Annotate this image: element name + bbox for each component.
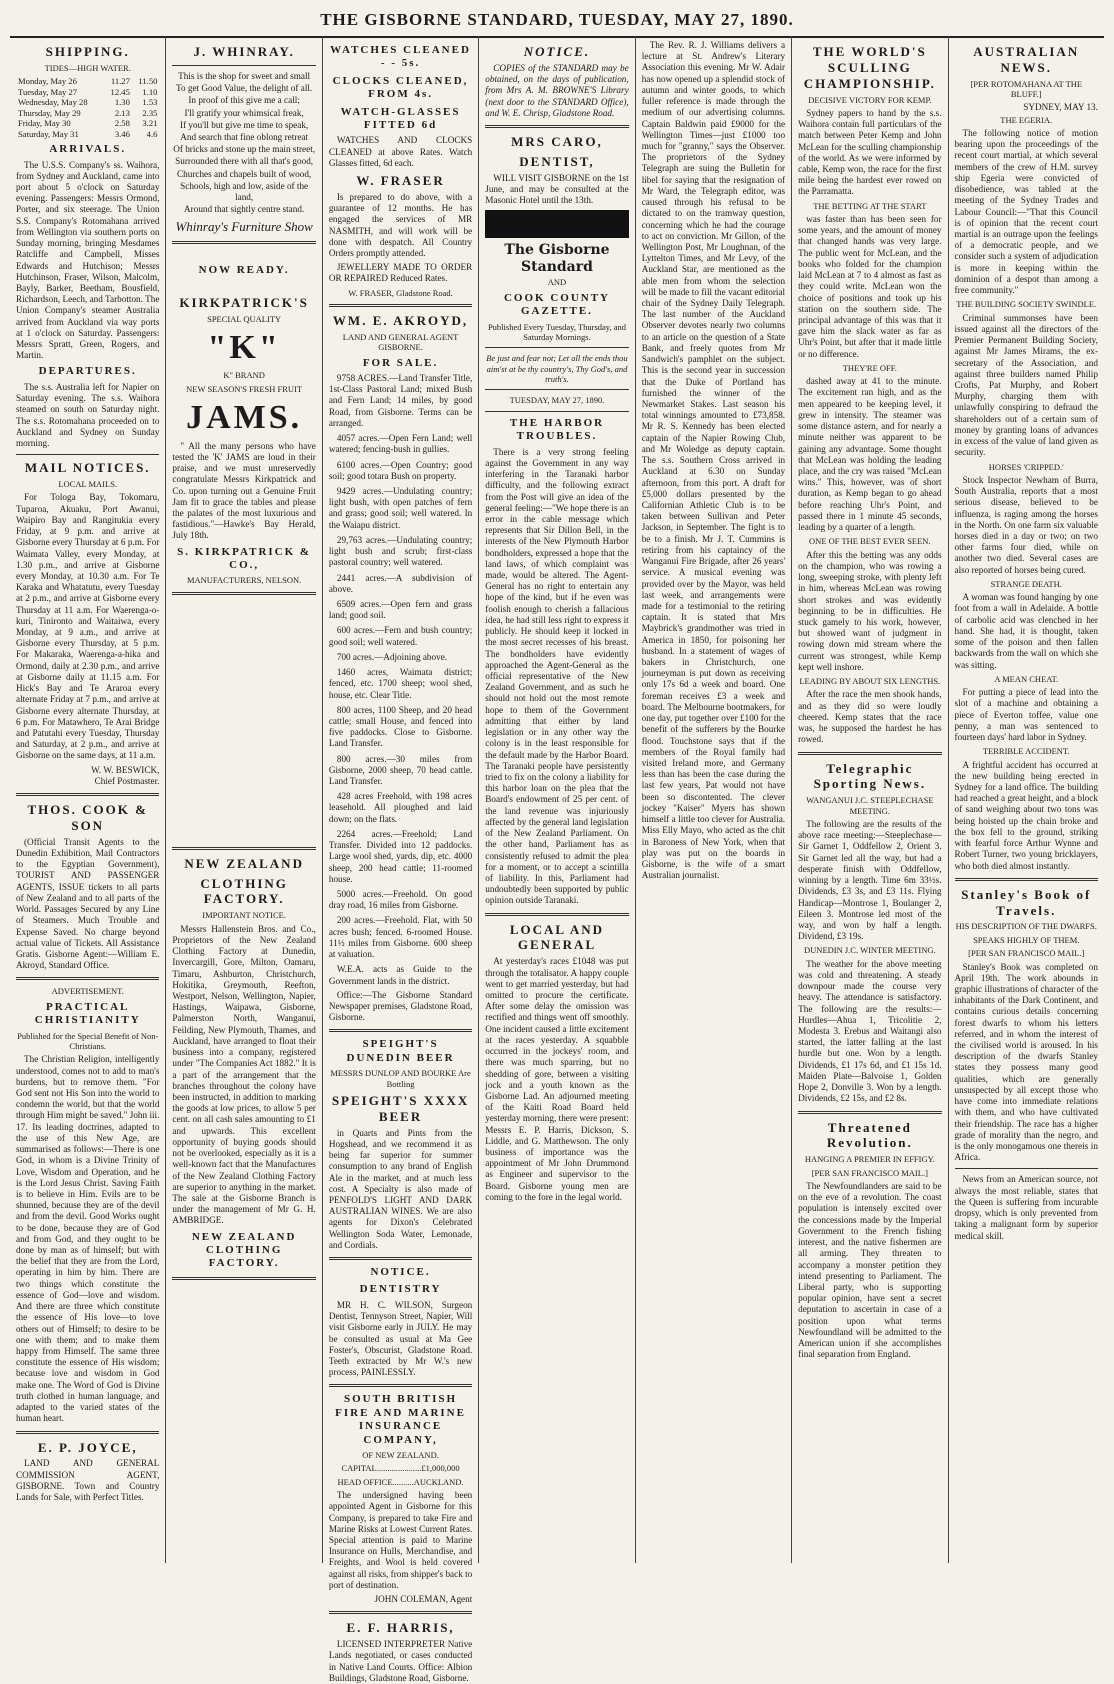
kirk-co: S. KIRKPATRICK & CO., xyxy=(177,545,312,571)
column-2 xyxy=(166,36,322,1563)
arrivals-title: ARRIVALS. xyxy=(49,143,127,156)
dentist-text: MR H. C. WILSON, Surgeon Dentist, Tennyson Street, Napier, Will visit Gisborne early in JULY. He may be consulted as usual at Ma Gee Foster's, Obscurist, Gladstone Road. Teeth extracted by Mr W.'s new process, PAINLESSLY. xyxy=(328,1299,473,1378)
tide-row xyxy=(16,97,159,107)
lead-head: LEADING BY ABOUT SIX LENGTHS. xyxy=(799,676,941,687)
caro-dentist: DENTIST, xyxy=(519,153,595,169)
caro-text: WILL VISIT GISBORNE on the 1st June, and may be consulted at the Masonic Hotel until the 13th. xyxy=(485,172,629,206)
watches-text: WATCHES AND CLOCKS CLEANED at above Rates. Watch Glasses fitted, 6d each. xyxy=(328,135,473,168)
practical-sub: Published for the Special Benefit of Non-Christians. xyxy=(17,1030,159,1051)
poem-line: In proof of this give me a call; xyxy=(188,95,300,106)
tide-am: 2.13 xyxy=(114,107,130,118)
poem-line: I'll gratify your whimsical freak, xyxy=(184,107,304,118)
kirk-text: " All the many persons who have tested the 'K' JAMS are loud in their praise, and we must unreservedly congratulate Messrs Kirkpatrick and Co. upon turning out a Genuine Fruit Jam fit to grace the tables and please the palates of the most luxurious and fastidious."—Hawke's Bay Herald, July 18th. xyxy=(172,440,316,541)
horses-text: Stock Inspector Newham of Burra, South Australia, reports that a most serious disease, believed to be influenza, is raging among the horses in the North. On one farm six valuable horses died in a day or two; on two other farms four died, while on another two died. Several cases are also reported of horses being cured. xyxy=(954,474,1098,575)
off-text: dashed away at 41 to the minute. The excitement ran high, and as the men appeared to be keeping level, it grew in intensity. The steamer was some distance astern, and for nearly a minute neither was apparent to be gaining any advantage. Some thought that McLean was holding the leading place, and the cry was raised "McLean wins." This, however, was of short duration, as Kemp began to go ahead before reaching Uhr's Point, and passed there in 1 minute 45 seconds, leading by a quarter of a length. xyxy=(798,376,942,533)
arrivals-text: The U.S.S. Company's ss. Waihora, from Sydney and Auckland, came into port about 5 o'clock on Saturday evening. Passengers: Messrs Ormond, Porter, and six steerage. The Union S.S. Company's Rotomahana arrived from Wellington via southern ports on Sunday morning, bringing Mesdames Ratcliffe and Campbell, Misses Edwards and Hutchison; Messrs Hutchinson, Fraser, Wilson, Malcolm, Bayly, Barker, Beetham, Bousfield, Richardson, Leech, and Tarbotton. The Union Company's steamer Australia arrived from Auckland via way ports at 1 o'clock on Saturday. Passengers: Messrs Spratt, Green, Rogers, and Martin. xyxy=(16,159,160,361)
speight-text: in Quarts and Pints from the Hogshead, and we recommend it as being far superior for summer consumption to any brand of English Ale in the market, and at much less cost. A Specialty is also made of PENFOLD'S LIGHT AND DARK AUSTRALIAN WINES. We are also agents for Dixon's Celebrated Wellington Soda Water, Lemonade, and Cordials. xyxy=(328,1127,473,1250)
threat-title: Threatened Revolution. xyxy=(826,1119,913,1151)
tide-row xyxy=(16,76,159,86)
speight-title: SPEIGHT'S DUNEDIN BEER xyxy=(346,1038,455,1064)
world-title: THE WORLD'S SCULLING CHAMPIONSHIP. xyxy=(803,44,936,91)
akroyd-title: WM. E. AKROYD, xyxy=(332,313,469,329)
departures-text: The s.s. Australia left for Napier on Saturday evening. The s.s. Waihora steamed on south on Saturday night. The s.s. Rotomahana proceeded on to Auckland and Sydney on Sunday morning. xyxy=(16,381,160,448)
paper-sub: COOK COUNTY GAZETTE. xyxy=(503,291,610,318)
aus-date: SYDNEY, MAY 13. xyxy=(1023,102,1098,113)
kirk-title: KIRKPATRICK'S xyxy=(179,294,309,310)
tide-row xyxy=(16,87,159,97)
land-lot: 600 acres.—Fern and bush country; good soil; well watered. xyxy=(328,625,473,647)
akroyd-sub: LAND AND GENERAL AGENT GISBORNE. xyxy=(342,331,459,353)
sbi-sign: JOHN COLEMAN, Agent xyxy=(374,1594,473,1605)
notice-title: NOTICE. xyxy=(370,1266,431,1279)
world-sub: DECISIVE VICTORY FOR KEMP. xyxy=(808,94,932,105)
paper-pub: Published Every Tuesday, Thursday, and Saturday Mornings. xyxy=(487,321,626,343)
paper-and: AND xyxy=(547,277,567,288)
practical-text: The Christian Religion, intelligently understood, comes not to add to man's burdens, but to remove them. "For God sent not His Son into the world to condemn the world, but that the world through Him might be saved." John iii. 17. Its leading doctrines, adapted to the use of this New Age, are summarised as follows:—There is one God, in whom is a Divine Trinity of Love, Wisdom and Operation, and he is the Lord Jesus Christ. Saving Faith is to believe in Him. Evils are to be shunned, because they are of the devil and from the devil. Good Works ought to be done, because they are of God and from God, and they ought to be done by man as of himself; but with the belief that they are from the Lord, operating in him by him. There are two things which constitute the essence of God—love and wisdom. And there are three which constitute the essence of His love—to love others out of Himself; to desire to be one with them; and to make them happy from Himself. The same three constitute the essence of His wisdom; because love and wisdom in God make one. The Word of God is Divine truth clothed in human language, and adapted to the varied states of the human heart. xyxy=(16,1054,160,1424)
stanley-title: Stanley's Book of Travels. xyxy=(961,886,1092,918)
fraser-jewel: JEWELLERY MADE TO ORDER OR REPAIRED Reduced Rates. xyxy=(328,262,473,284)
bs-text: Criminal summonses have been issued against all the directors of the Premier Permanent Building Society, against Mr James Mirams, the ex-secretary of the Association, and against three builders named Philip Crofts, Pat Murphy, and Robert Murphy, charging them with unlawfully conspiring to defraud the shareholders out of a certain sum of money by granting loans of advances in excess of the value of land given as security. xyxy=(954,312,1098,458)
dun-text: The weather for the above meeting was cold and threatening. A steady downpour made the course very heavy. The attendance is satisfactory. The following are the results:—Hurdles—Ahua 1, Tricolitie 2, Modesta 3. Erebus and Waitangi also started, the latter falling at the last hurdle but one. Won by a length. Dividends, £1 17s 6d, and £1 15s 1d. Maiden Plate—Balvoise 1, Golden Hope 2, Donville 3. Won by a length. Dividends, £2 15s, and £2 8s. xyxy=(798,958,942,1104)
fraser-text: Is prepared to do above, with a guarantee of 12 months. He has engaged the services of MR NASMITH, and will work will be done with despatch. All Country Orders promptly attended. xyxy=(328,191,473,259)
land-lot: 5000 acres.—Freehold. On good dray road, 16 miles from Gisborne. xyxy=(328,889,473,911)
stanley-sub2: SPEAKS HIGHLY OF THEM. xyxy=(973,934,1080,945)
bs-head: THE BUILDING SOCIETY SWINDLE. xyxy=(956,299,1097,310)
k-brand: K" BRAND xyxy=(223,370,265,381)
stanley-text: Stanley's Book was completed on April 19th. The work abounds in graphic illustrations of character of the inhabitants of the Dark Continent, and contains curious details concerning forest dwarfs to whom his letters referred, and in whom the interest of the civilised world is aroused. In his description of the dwarfs Stanley states they possess many good qualities, which are generally unsuspected by all except those who have come into immediate relations with them, and who have cultivated their friendship. The race has a higher grade of morality than the negro, and is the only monogamous one thereis in Africa. xyxy=(954,961,1098,1163)
egeria-head: THE EGERIA. xyxy=(1000,114,1053,125)
tide-am: 3.46 xyxy=(114,128,130,139)
now-ready: NOW READY. xyxy=(198,264,290,277)
practical-title: PRACTICAL CHRISTIANITY xyxy=(34,1000,141,1027)
departures-title: DEPARTURES. xyxy=(38,365,137,378)
poem-line: If you'll but give me time to speak, xyxy=(180,119,309,130)
sbi-capital: CAPITAL.....................£1,000,000 xyxy=(341,1463,460,1474)
tide-pm: 4.6 xyxy=(146,128,158,139)
wea-office: Office:—The Gisborne Standard Newspaper premises, Gladstone Road, Gisborne. xyxy=(328,989,473,1023)
harbor-text: There is a very strong feeling against the Government in any way interfering in the Taranaki harbor difficulty, and the following extract from the Post will give an idea of the general feeling:—"We hope there is an error in the cable message which represents that Sir Dillon Bell, in the interests of the New Plymouth Harbor bondholders, expressed a hope that the land laws, of which complaint was made, would be altered. The Agent-General has no right to entertain any hope of the kind, but if he even was foolish enough to cherish a fallacious idea, he had still less right to express it publicly. He should keep it locked in the most secret recesses of his breast. The bondholders have evidently approached the Agent-General as the official representative of the New Zealand Government, and as such he should not hold out the most remote hope to them of the Government admitting that either by land legislation or in any other way the colony is in the least responsible for the default made by the Harbor Board. The Taranaki people have persistently tried to fix on the colony a liability for this harbor loan on the plea that the Board's endowment of 25 per cent. of the land revenue was injuriously affected by the general land legislation of the New Zealand Parliament. On the other hand, Parliament has as consistently refused to admit the plea for a moment, or to accept a scintilla of liability. In this, Parliament had undoubtedly been supported by public opinion outside Taranaki. xyxy=(485,446,629,906)
harbor-title: THE HARBOR TROUBLES. xyxy=(509,416,605,443)
land-lot: 9429 acres.—Undulating country; light bush, with open patches of fern and grass; good soil; well watered. In the Waiapu district. xyxy=(328,486,473,530)
nz-title2: CLOTHING FACTORY. xyxy=(200,875,288,907)
kirk-sub: SPECIAL QUALITY xyxy=(207,313,282,324)
tide-am: 1.30 xyxy=(114,97,130,108)
poem-line: Churches and chapels built of wood, xyxy=(177,168,312,179)
land-lot: 4057 acres.—Open Fern Land; well watered; fencing-bush in gullies. xyxy=(328,433,473,455)
column-5 xyxy=(636,36,792,1563)
col5-text: The Rev. R. J. Williams delivers a lecture at St. Andrew's Literary Association this evening. Mr W. Adair has now opened up a splendid stock of autumn and winter goods, to which fuller reference is made through the medium of our advertising columns. Captain Baldwin paid £9000 for the Wellington Times—just £1000 too much for "granny," says the Observer. The proprietors of the Sydney Telegraph are suing the Bulletin for libel for saying that the resignation of Mr Ward, the Telegraph editor, was caused through his refusal to be dictated to on the tramway question, concerning which he had the courage to act on conviction. Mr Gillon, of the Wellington Post, Mr Loughnan, of the Lyttelton Times, and Mr Levy, of the Auckland Star, are mentioned as the able men from whom the selection will be made to fill the vacant editorial chair of the Sydney Daily Telegraph. The last number of the Auckland Observer devotes nearly two columns to an article on the question of a State Bank, and freely quotes from Mr Sandwich's pamphlet on the subject. This is the second year in succession that the Duke of Portland has furnished the winner of the Newmarket Stakes. Last season his total winnings amounted to £73,858. Mr R. S. Kennedy has been elected captain of the Napier Rowing Club, and Mr Woledge as deputy captain. The s.s. Southern Cross arrived in Auckland at 6.30 on Sunday afternoon, from this port. A draft for £5,000 dollars presented by the Californian Athletic Club is to be taken between Sullivan and Peter Jackson, in September. The fight is to be to a finish. Mr J. T. Cummins is retiring from his captaincy of the Wanganui Fire Brigade, after 26 years' service. A musical evening was provided over by the Mayor, was held last week, and arrangements were made for a testimonial to the retiring captain. It is stated that Mrs Maybrick's grandmother was tried in America in 1850, for poisoning her husband. In a statement of wages of bakers in Christchurch, one journeyman is put down as receiving only 17s 6d a week and board. One foreman receives £3 a week and board. The Melbourne bootmakers, for one day, put together over £100 for the benefit of the sufferers by the Bourke flood. Touchstone says that if the members of the Royal family had visited Ireland more, and Germany less than has been the case during the last few years, Pat would not have been so discontented. The clever jockey "Kaiser" Myers has shown himself a little too clever for Australia. Miss Elly Mayo, who acted as the chit in Baroness of New York, when that play was put on the boards in Gisborne, is the wife of a smart Australian journalist. xyxy=(641,40,786,881)
tide-pm: 11.50 xyxy=(138,76,158,87)
k-big: "K" xyxy=(207,328,281,366)
lead-text: After the race the men shook hands, and as they did so were loudly cheered. Kemp states that the race was, he supposed the hardest he has rowed. xyxy=(798,689,942,745)
date-line: TUESDAY, MAY 27, 1890. xyxy=(509,395,605,406)
land-lot: 2441 acres.—A subdivision of above. xyxy=(328,572,473,594)
sbi-sub: OF NEW ZEALAND. xyxy=(362,1450,439,1461)
tide-day: Saturday, May 31 xyxy=(18,128,79,139)
dun-title: DUNEDIN J.C. WINTER MEETING. xyxy=(804,945,936,956)
season: NEW SEASON'S FRESH FRUIT xyxy=(186,383,303,394)
joyce-text: LAND AND GENERAL COMMISSION AGENT, GISBORNE. Town and Country Lands for Sale, with Perfect Titles. xyxy=(16,1458,160,1503)
local-title: LOCAL AND GENERAL xyxy=(509,921,605,953)
best-head: ONE OF THE BEST EVER SEEN. xyxy=(809,536,931,547)
mail-title: MAIL NOTICES. xyxy=(24,460,151,476)
cook-text: (Official Transit Agents to the Dunedin Exhibition, Mail Contractors to the Egyptian Government), TOURIST AND PASSENGER AGENTS, ISSUE tickets to all parts of New Zealand and to all parts of the World. Passages Secured by any Line of Steamers. Much Trouble and Expense Saved. No charge beyond actual value of Tickets. All Assistance Gratis. Gisborne Agent:—William E. Akroyd, Standard Office. xyxy=(16,836,160,971)
column-4 xyxy=(479,36,635,1563)
tide-day: Friday, May 30 xyxy=(18,118,71,129)
sbi-text: The undersigned having been appointed Agent in Gisborne for this Company, is prepared to take Fire and Marine Risks at Lowest Current Rates. Special attention is paid to Marine Insurance on Hulls, Merchandise, and Freights, and Wool is held covered against all risks, from shipper's back to port of destination. xyxy=(328,1490,473,1590)
jams: JAMS. xyxy=(186,399,303,437)
strange-text: A woman was found hanging by one foot from a wall in Adelaide. A bottle of carbolic acid was clenched in her hand. She had, it is thought, taken some of the poison and then fallen backwards from the wall on which she was sitting. xyxy=(954,592,1098,670)
column-1 xyxy=(10,36,166,1563)
land-lot: 6100 acres.—Open Country; good soil; good totara Bush on property. xyxy=(328,459,473,481)
watches-line1: WATCHES CLEANED - - 5s. xyxy=(330,44,471,70)
land-lot: 29,763 acres.—Undulating country; light bush and scrub; first-class pastoral country; well watered. xyxy=(328,534,473,568)
land-lot: 700 acres.—Adjoining above. xyxy=(336,651,448,662)
wang-title: WANGANUI J.C. STEEPLECHASE MEETING. xyxy=(806,795,934,816)
aus-src: [PER ROTOMAHANA AT THE BLUFF.] xyxy=(970,78,1083,100)
horses-head: HORSES 'CRIPPED.' xyxy=(988,461,1064,472)
poem-line: Of bricks and stone up the main street, xyxy=(173,144,316,155)
poem-line: Schools, high and low, aside of the land, xyxy=(180,180,309,203)
land-lot: 9758 ACRES.—Land Transfer Title, 1st-Class Pastoral Land; mixed Bush and Fern Land; 14 miles, by good Road, from Gisborne. Terms can be arranged. xyxy=(328,373,473,428)
whinray-title: J. WHINRAY. xyxy=(193,44,295,59)
threat-sub: HANGING A PREMIER IN EFFIGY. xyxy=(804,1154,935,1165)
whinray-poem xyxy=(172,71,315,216)
tide-am: 11.27 xyxy=(110,76,130,87)
notice-title-4: NOTICE. xyxy=(523,44,591,59)
shipping-title: SHIPPING. xyxy=(45,44,130,59)
land-lot: 800 acres, 1100 Sheep, and 20 head cattle; small House, and fenced into five paddocks. Close to Gisborne. Land Transfer. xyxy=(328,704,473,749)
tide-day: Monday, May 26 xyxy=(18,76,77,87)
land-lot: 2264 acres.—Freehold; Land Transfer. Divided into 12 paddocks. Large wool shed, yards, dip, etc. 4000 sheep, 200 head cattle; 11-roomed house. xyxy=(328,828,473,884)
tide-pm: 3.21 xyxy=(142,118,158,129)
harris-title: E. F. HARRIS, xyxy=(346,1620,455,1636)
land-lot: 1460 acres, Waimata district; fenced, etc. 1700 sheep; wool shed, house, etc. Clear Title. xyxy=(328,667,473,700)
stanley-src: [PER SAN FRANCISCO MAIL.] xyxy=(968,948,1085,959)
tide-pm: 1.10 xyxy=(142,86,158,97)
wea-note: W.E.A. acts as Guide to the Government lands in the district. xyxy=(328,964,473,986)
speight-sub: MESSRS DUNLOP AND BOURKE Are Bottling xyxy=(330,1068,471,1089)
paper-name: The Gisborne Standard xyxy=(504,242,610,276)
tide-am: 12.45 xyxy=(110,86,130,97)
watches-line2: CLOCKS CLEANED, FROM 4s. xyxy=(332,74,469,101)
dentistry-title: DENTISTRY xyxy=(359,1283,442,1296)
world-text: Sydney papers to hand by the s.s. Waihora contain full particulars of the match between Peter Kemp and John McLean for the sculling championship of the world. As we were informed by cable, Kemp won, the race for the first mile being the hardest ever rowed on the Parramatta. xyxy=(798,107,942,197)
tel-title: Telegraphic Sporting News. xyxy=(813,760,927,792)
land-lot: 6509 acres.—Open fern and grass land; good soil. xyxy=(328,598,473,621)
poem-line: And search that fine oblong retreat xyxy=(180,131,309,142)
ad-small: ADVERTISEMENT. xyxy=(51,986,124,997)
strange-head: STRANGE DEATH. xyxy=(990,578,1062,589)
joyce-title: E. P. JOYCE, xyxy=(37,1439,138,1455)
mail-sub: LOCAL MAILS. xyxy=(58,479,118,490)
wang-text: The following are the results of the above race meeting:—Steeplechase—Sir Garnet 1, Oddfellow 2, Orient 3. Sir Garnet led all the way, but had a desperate finish with Oddfellow, winning by a length. Time 6m 33½s. Dividends, £3 3s, and £3 11s. Flying Handicap—Montrose 1, Boulanger 2, Eileen 3. Montrose led most of the way, and won by half a length. Dividend, £3 19s. xyxy=(798,818,942,942)
poem-line: Around that sightly centre stand. xyxy=(184,204,305,215)
column-7 xyxy=(949,36,1104,1563)
best-text: After this the betting was any odds on the champion, who was rowing a long, sweeping stroke, with plenty left in him, whereas McLean was rowing short strokes and was evidently beginning to be in difficulties. He stuck gamely to his work, however, but showed want of judgment in rowing down mid stream where the current was strongest, while Kemp kept well inshore. xyxy=(798,549,942,672)
tide-pm: 2.35 xyxy=(142,107,158,118)
off-head: THEY'RE OFF. xyxy=(842,362,897,373)
mail-sign: W. W. BESWICK, xyxy=(91,764,160,775)
column-6 xyxy=(792,36,948,1563)
terrible-text: A frightful accident has occurred at the new building being erected in Sydney for a land office. The building had reached a great height, and a block of sand weighing about two tons was being hoisted up the chain broke and the box fell to the ground, striking with fearful force Arthur Wynne and Robert Turner, two young bricklayers, who both died almost instantly. xyxy=(954,759,1098,871)
threat-src: [PER SAN FRANCISCO MAIL.] xyxy=(811,1167,928,1178)
mail-text: For Tologa Bay, Tokomaru, Tuparoa, Akuaku, Port Awanui, Waipiro Bay and Rangitukia every Friday, at 9 p.m. and arrive at Gisborne every Thursday at 6 p.m. For Waimata Valley, every Monday, at 1.30 p.m., and arrive at Gisborne every Monday, at 10.30 a.m. For Te Karaka and Whatatutu, every Tuesday at 2 p.m., and arrive at Gisborne every Thursday at 11 a.m. For Waerenga-o-kuri, Tinironto and Waitaiwa, every Monday, at 9 a.m., and arrive at Gisborne every Thursday, at 5 p.m. For Makaraka, Waerenga-a-hika and Ormond, daily at 2.30 p.m., and arrive at Gisborne daily at 11.15 a.m. For Hick's Bay and Te Araroa every alternate Friday at 7 p.m., and arrive at Gisborne every alternate Thursday, at 6 p.m. For Matawhero, Te Arai Bridge and Patutahi every Tuesday, Thursday and Saturday, at 2 p.m., and arrive at Gisborne on the same days, at 11 a.m. xyxy=(16,492,160,761)
nz-footer: NEW ZEALAND CLOTHING FACTORY. xyxy=(191,1230,297,1270)
sbi-head: HEAD OFFICE..........AUCKLAND. xyxy=(337,1476,464,1487)
land-lot: 800 acres.—30 miles from Gisborne, 2000 sheep, 70 head cattle. Land Transfer. xyxy=(328,753,473,787)
tide-am: 2.58 xyxy=(114,118,130,129)
column-3 xyxy=(323,36,479,1683)
fraser-title: W. FRASER xyxy=(356,173,445,189)
fraser-sign: W. FRASER, Gladstone Road. xyxy=(348,287,453,298)
kirk-mfg: MANUFACTURERS, NELSON. xyxy=(186,575,302,586)
cheat-text: For putting a piece of lead into the slot of a machine and obtaining a piece of Everton toffee, value one penny, a man was sentenced to fourteen days' hard labor in Sydney. xyxy=(954,687,1098,742)
nz-text: Messrs Hallenstein Bros. and Co., Proprietors of the New Zealand Clothing Factory at Dunedin, Invercargill, Gore, Milton, Oamaru, Timaru, Ashburton, Christchurch, Hokitika, Greymouth, Reefton, Westport, Nelson, Wellington, Napier, Hastings, Waipawa, Gisborne, Palmerston North, Wanganui, Feilding, New Plymouth, Thames, and Auckland, have arranged to float their business into a company, registered under "The Companies Act 1882." It is a part of the arrangement that the branches throughout the colony have been instructed, in addition to marking the goods at low prices, to allow 5 per cent. on all cash sales amounting to £1 and upwards. This excellent opportunity of buying goods should not be overlooked, especially as it is a well-known fact that the Manufactures of the New Zealand Clothing Factory are superior to anything in the market. The sale at the Gisborne Branch is under the management of Mr G. H. AMBRIDGE. xyxy=(172,923,316,1226)
columns xyxy=(10,36,1104,1683)
tide-row xyxy=(16,108,159,118)
cheat-head: A MEAN CHEAT. xyxy=(994,673,1059,684)
land-lot: 200 acres.—Freehold. Flat, with 50 acres bush; fenced. 6-roomed House. 11½ miles from Gisborne. 600 sheep at valuation. xyxy=(328,915,473,960)
tide-day: Tuesday, May 27 xyxy=(18,86,78,97)
betting-head: THE BETTING AT THE START xyxy=(813,200,927,211)
tide-day: Wednesday, May 28 xyxy=(18,97,88,108)
betting-text: was faster than has been seen for some years, and the amount of money that changed hands was very large. The public went for McLean, and the books who folded for the champion laid McLean at 7 to 4 almost as fast as they could write. McLean won the choice of positions and took up his station on the southern side. The principal advantage of this was that it gave him the slack water as far as Uhr's Point, but after that it made little or no difference. xyxy=(798,214,942,359)
poem-line: To get Good Value, the delight of all. xyxy=(176,83,313,94)
land-lot: 428 acres Freehold, with 198 acres leasehold. All ploughed and laid down; on the flats. xyxy=(328,791,473,824)
poem-line: This is the shop for sweet and small xyxy=(178,70,311,81)
nz-title: NEW ZEALAND xyxy=(184,855,304,871)
watches-line3: WATCH-GLASSES FITTED 6d xyxy=(340,105,461,132)
tide-pm: 1.53 xyxy=(142,97,158,108)
for-sale: FOR SALE. xyxy=(362,356,439,369)
harris-text: LICENSED INTERPRETER Native Lands negotiated, or cases conducted in Native Land Courts. Office: Albion Buildings, Gladstone Road, Gisborne. xyxy=(328,1639,473,1683)
tides-table xyxy=(16,76,159,139)
sbi-title: SOUTH BRITISH FIRE AND MARINE INSURANCE COMPANY, xyxy=(335,1393,466,1446)
local-text: At yesterday's races £1048 was put through the totalisator. A happy couple went to get married yesterday, but had omitted to procure the certificate. After some delay the omission was rectified and things went off smoothly. One incident caused a little excitement at the races yesterday. A squabble occurred in the jockeys' room, and there was much sparring, but no shedding of gore, between a visiting jock and a youth known as the Gisborne Lad. An adjourned meeting of the Kaiti Road Board held yesterday morning, there were present: Messrs E. P. Harris, Dickson, S. Liddle, and G. Matthewson. The only business of importance was the appointment of Mr John Drummond as Engineer and supervisor to the Board. Gisborne young men are coming to the fore in the legal world. xyxy=(485,956,629,1202)
poem-line: Surrounded there with all that's good, xyxy=(175,156,314,167)
threat-text: The Newfoundlanders are said to be on the eve of a revolution. The coast population is intensely excited over the concessions made by the Imperial Government to the French fishing interest, and the native fishermen are all arming. They threaten to accompany a monster petition they intend presenting to Parliament. The Liberal party, who is supporting popular opinion, have sent a secret deputation to ascertain in case of a position upon what terms Newfoundland will be admitted to the American union if she accomplishes final separation from England. xyxy=(798,1181,942,1360)
tide-row xyxy=(16,129,159,139)
tide-row xyxy=(16,118,159,128)
caro-title: MRS CARO, xyxy=(511,133,603,149)
tide-day: Thursday, May 29 xyxy=(18,107,81,118)
notice-text-4: COPIES of the STANDARD may be obtained, on the days of publication, from Mrs A. M. BROWNE'S Library (next door to the STANDARD Office), and W. E. Chrisp, Gladstone Road. xyxy=(485,62,629,118)
speight-big: SPEIGHT'S XXXX BEER xyxy=(331,1092,470,1124)
mail-sign2: Chief Postmaster. xyxy=(94,775,160,786)
last-text: News from an American source, not always the most reliable, states that the Queen is suffering from incurable dropsy, which is only prevented from taking a malignant form by superior medical skill. xyxy=(954,1174,1098,1241)
blacked-out-area xyxy=(485,210,628,238)
masthead: THE GISBORNE STANDARD, TUESDAY, MAY 27, 1890. xyxy=(10,8,1104,38)
motto: Be just and fear not; Let all the ends thou aim'st at be thy country's, Thy God's, and truth's. xyxy=(486,353,628,385)
cook-title: THOS. COOK & SON xyxy=(27,802,148,833)
aus-title: AUSTRALIAN NEWS. xyxy=(973,44,1080,75)
land-lots xyxy=(329,373,472,960)
tides-title: TIDES—HIGH WATER. xyxy=(44,62,131,73)
egeria-text: The following notice of motion bearing upon the proceedings of the recent court martial, at which several members of the crew of H.M. survey ship Egeria were convicted of disobedience, was tabled at the meeting of the Sydney Trades and Labour Council:—"That this Council is of opinion that the recent court martial is an outrage upon the feelings of a democratic people, and we consider such a system of adjudication is more in keeping within the dominion of a despot than among a free community." xyxy=(954,128,1098,296)
nz-notice: IMPORTANT NOTICE. xyxy=(202,910,286,921)
whinray-script: Whinray's Furniture Show xyxy=(175,219,313,235)
terrible-head: TERRIBLE ACCIDENT. xyxy=(982,746,1070,757)
stanley-sub: HIS DESCRIPTION OF THE DWARFS. xyxy=(955,921,1097,932)
